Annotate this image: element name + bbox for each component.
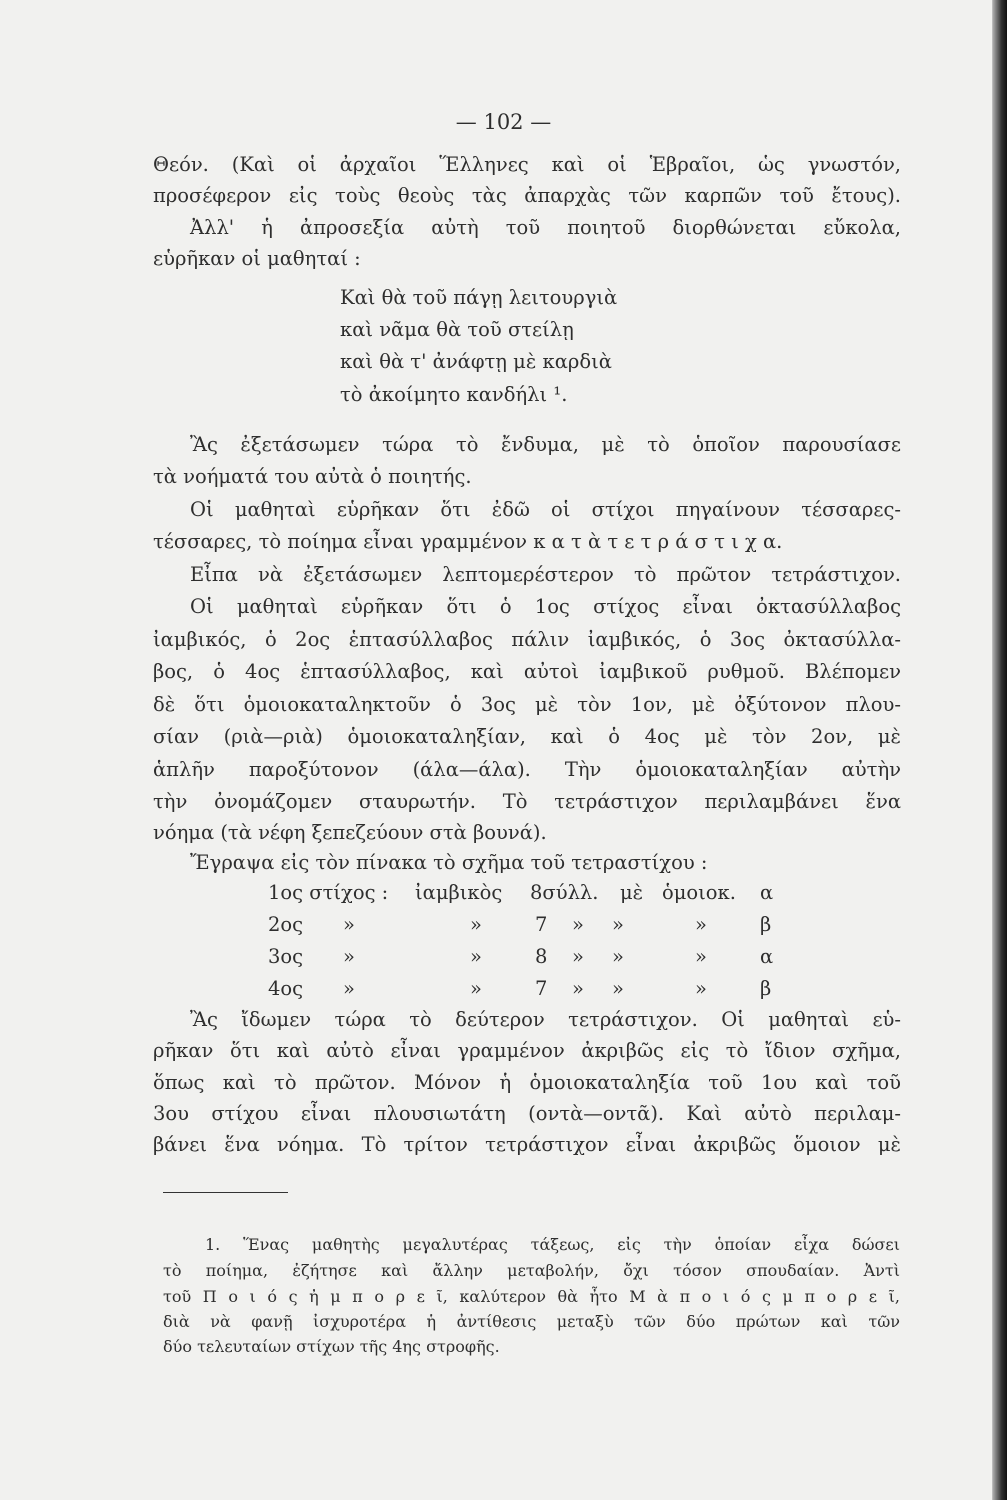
text-line: τέσσαρες, τὸ ποίημα εἶναι γραμμένον κ α τ ὰ τ ε τ ρ ά σ τ ι χ α. [153,530,783,553]
page-number: — 102 — [455,110,552,134]
poem-line: καὶ νᾶμα θὰ τοῦ στείλῃ [340,318,574,341]
scheme-cell: 7 [535,913,548,936]
scheme-cell: α [760,881,774,904]
text-line: σίαν (ριὰ—ριὰ) ὁμοιοκαταληξίαν, καὶ ὁ 4ος μὲ τὸν 2ον, μὲ [153,725,901,748]
scheme-cell: α [760,945,774,968]
text-line: Οἱ μαθηταὶ εὑρῆκαν ὅτι ἐδῶ οἱ στίχοι πηγαίνουν τέσσαρες- [190,498,901,521]
scheme-cell: » [343,913,355,936]
poem-line: Καὶ θὰ τοῦ πάγῃ λειτουργιὰ [340,286,618,309]
scheme-cell: » [612,977,624,1000]
scheme-cell: μὲ [620,881,644,904]
text-line: εὑρῆκαν οἱ μαθηταί : [153,247,361,270]
scheme-cell: » [572,913,584,936]
scheme-cell: 4ος [268,977,304,1000]
scheme-cell: β [760,913,772,936]
text-line: Εἶπα νὰ ἐξετάσωμεν λεπτομερέστερον τὸ πρῶτον τετράστιχον. [190,563,901,586]
text-line: Οἱ μαθηταὶ εὑρῆκαν ὅτι ὁ 1ος στίχος εἶναι ὀκτασύλλαβος [190,595,901,618]
scheme-cell: 3ος [268,945,304,968]
text-line: ὅπως καὶ τὸ πρῶτον. Μόνον ἡ ὁμοιοκαταληξία τοῦ 1ου καὶ τοῦ [153,1071,901,1094]
text-line: 3ου στίχου εἶναι πλουσιωτάτη (οντὰ—οντᾶ). Καὶ αὐτὸ περιλαμ- [153,1102,901,1125]
scan-edge [993,0,1007,1500]
scheme-cell: » [470,945,482,968]
text-line: Ἔγραψα εἰς τὸν πίνακα τὸ σχῆμα τοῦ τετραστίχου : [190,851,708,874]
text-line: τὴν ὀνομάζομεν σταυρωτήν. Τὸ τετράστιχον περιλαμβάνει ἕνα [153,790,901,813]
scheme-cell: » [343,945,355,968]
scheme-cell: » [470,977,482,1000]
scheme-cell: » [612,945,624,968]
scheme-cell: 2ος [268,913,304,936]
text-line: Θεόν. (Καὶ οἱ ἀρχαῖοι Ἕλληνες καὶ οἱ Ἑβραῖοι, ὡς γνωστόν, [153,153,901,176]
text-line: νόημα (τὰ νέφη ξεπεζεύουν στὰ βουνά). [153,821,547,844]
scheme-cell: » [612,913,624,936]
text-line: τὰ νοήματά του αὐτὰ ὁ ποιητής. [153,465,472,488]
footnote-line: δύο τελευταίων στίχων τῆς 4ης στροφῆς. [163,1337,500,1356]
scheme-cell: » [572,977,584,1000]
scheme-cell: 8 [535,945,548,968]
scheme-cell: » [343,977,355,1000]
scheme-cell: 7 [535,977,548,1000]
scheme-cell: 8σύλλ. [530,881,599,904]
text-line: Ἂς ἐξετάσωμεν τώρα τὸ ἔνδυμα, μὲ τὸ ὁποῖον παρουσίασε [190,433,901,456]
scheme-cell: ὁμοιοκ. [662,881,736,904]
text-line: ἁπλῆν παροξύτονον (άλα—άλα). Τὴν ὁμοιοκαταληξίαν αὐτὴν [153,758,901,781]
text-line: Ἀλλ' ἡ ἀπροσεξία αὐτὴ τοῦ ποιητοῦ διορθώνεται εὔκολα, [190,216,901,239]
scheme-cell: ἰαμβικὸς [415,881,503,904]
text-line: βάνει ἕνα νόημα. Τὸ τρίτον τετράστιχον εἶναι ἀκριβῶς ὅμοιον μὲ [153,1133,901,1156]
scheme-cell: » [572,945,584,968]
footnote-line: τὸ ποίημα, ἐζήτησε καὶ ἄλλην μεταβολήν, ὄχι τόσον σπουδαίαν. Ἀντὶ [163,1261,900,1280]
scheme-cell: » [695,977,707,1000]
text-line: βος, ὁ 4ος ἑπτασύλλαβος, καὶ αὐτοὶ ἰαμβικοῦ ρυθμοῦ. Βλέπομεν [153,660,901,683]
text-line: δὲ ὅτι ὁμοιοκαταληκτοῦν ὁ 3ος μὲ τὸν 1ον, μὲ ὀξύτονον πλου- [153,693,901,716]
footnote-divider [163,1192,288,1193]
poem-line: καὶ θὰ τ' ἀνάφτῃ μὲ καρδιὰ [340,350,612,373]
scheme-cell: » [470,913,482,936]
text-line: Ἂς ἴδωμεν τώρα τὸ δεύτερον τετράστιχον. Οἱ μαθηταὶ εὑ- [190,1008,901,1031]
scheme-cell: 1ος στίχος : [268,881,389,904]
scheme-cell: » [695,945,707,968]
scheme-cell: » [695,913,707,936]
text-line: ἰαμβικός, ὁ 2ος ἑπτασύλλαβος πάλιν ἰαμβικός, ὁ 3ος ὀκτασύλλα- [153,628,901,651]
footnote-line: 1. Ἕνας μαθητὴς μεγαλυτέρας τάξεως, εἰς τὴν ὁποίαν εἶχα δώσει [205,1235,900,1254]
scheme-cell: β [760,977,772,1000]
footnote-line: τοῦ Π ο ι ό ς ἠ μ π ο ρ ε ῖ, καλύτερον θὰ ἦτο Μ ὰ π ο ι ό ς μ π ο ρ ε ῖ, [163,1287,900,1306]
poem-line: τὸ ἀκοίμητο κανδήλι ¹. [340,383,568,406]
text-line: προσέφερον εἰς τοὺς θεοὺς τὰς ἀπαρχὰς τῶν καρπῶν τοῦ ἔτους). [153,184,901,207]
text-line: ρῆκαν ὅτι καὶ αὐτὸ εἶναι γραμμένον ἀκριβῶς εἰς τὸ ἴδιον σχῆμα, [153,1039,901,1062]
footnote-line: διὰ νὰ φανῇ ἰσχυροτέρα ἡ ἀντίθεσις μεταξὺ τῶν δύο πρώτων καὶ τῶν [163,1312,900,1331]
